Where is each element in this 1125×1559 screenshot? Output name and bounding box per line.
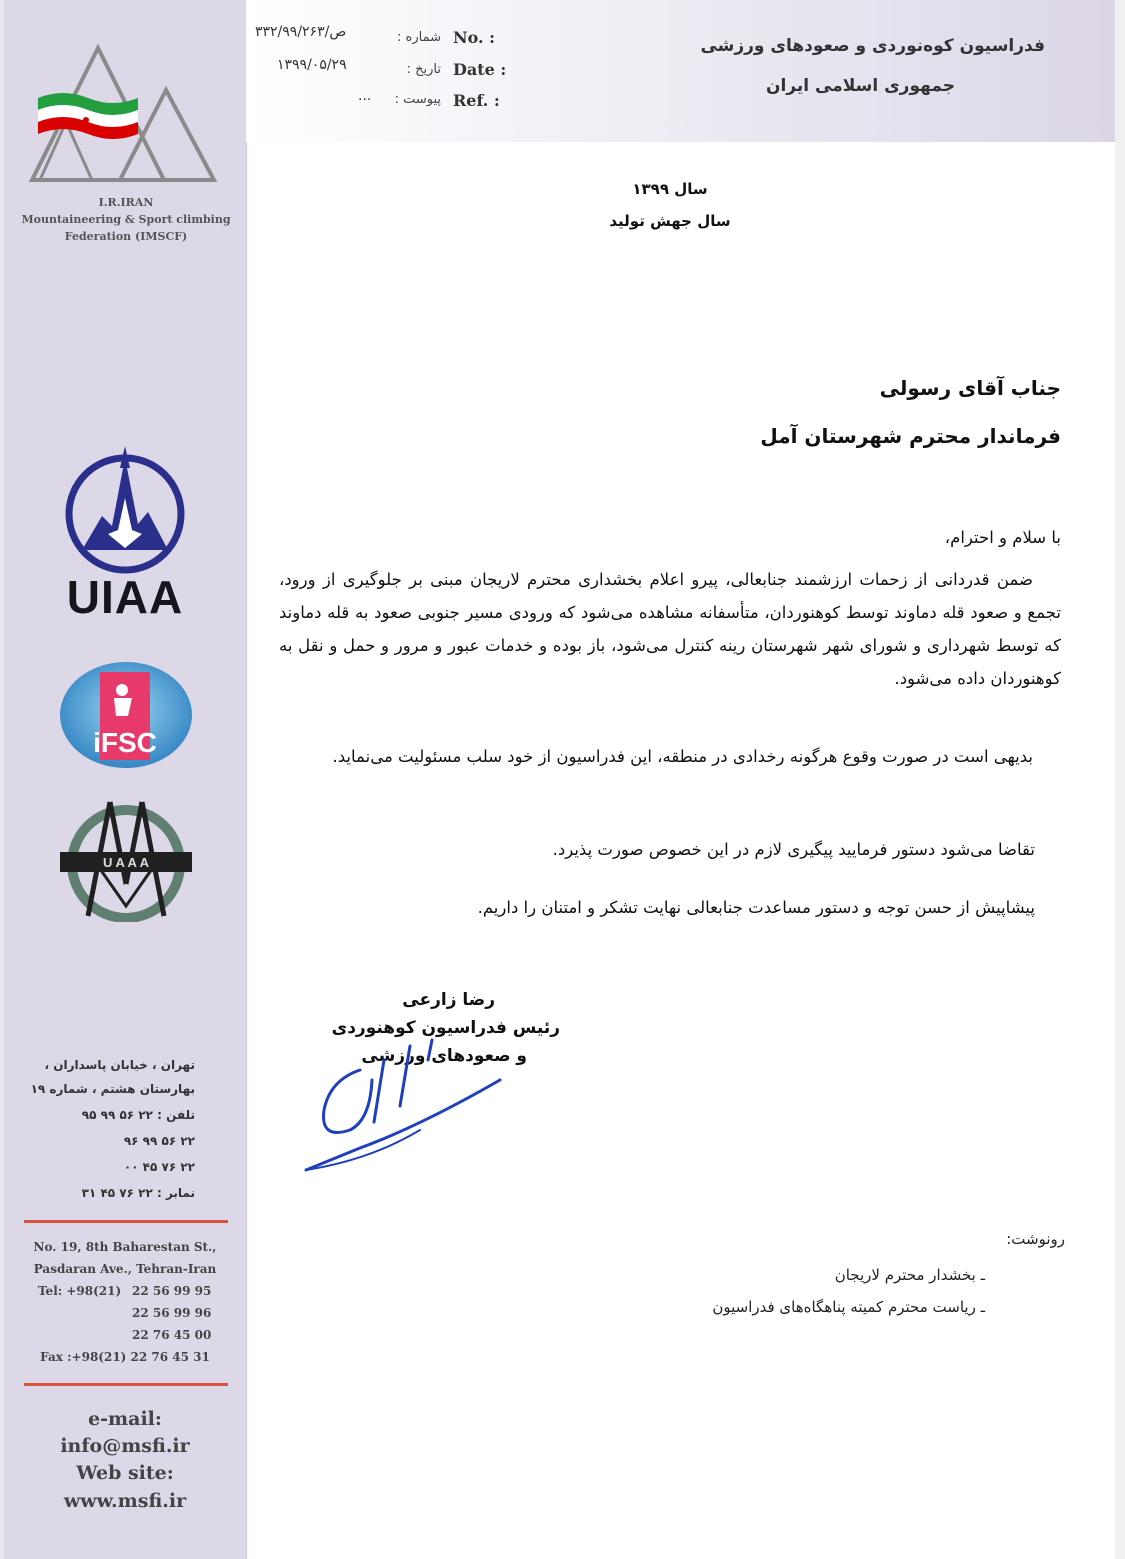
org-country: جمهوری اسلامی ایران — [765, 76, 955, 96]
uiaa-wordmark: UIAA — [66, 571, 184, 623]
paragraph-3: تقاضا می‌شود دستور فرمایید پیگیری لازم در این خصوص صورت پذیرد. — [552, 840, 1035, 859]
tel-fa — [0, 1108, 195, 1122]
fax-fa-label: نمابر : — [156, 1186, 195, 1200]
fax-fa — [0, 1186, 195, 1200]
ref-label: Ref. : — [453, 91, 500, 110]
address-en-line: Pasdaran Ave., Tehran-Iran — [33, 1262, 217, 1276]
greeting: با سلام و احترام، — [944, 528, 1061, 547]
federation-logo-icon — [28, 40, 220, 190]
header-band — [246, 0, 1115, 142]
tel-fa-number: ۲۲ ۵۶ ۹۹ ۹۶ — [123, 1134, 195, 1148]
email-link[interactable]: info@msfi.ir — [60, 1435, 190, 1457]
cc-item: ـ بخشدار محترم لاریجان — [834, 1266, 985, 1284]
federation-name-line: Federation (IMSCF) — [64, 230, 188, 243]
uaaa-logo-icon — [58, 796, 194, 922]
tel-en-number: 22 76 45 00 — [132, 1328, 212, 1342]
ref-fa-label: پیوست : — [394, 92, 441, 107]
tel-en-number: 22 56 99 95 — [132, 1284, 212, 1298]
date-fa-label: تاریخ : — [406, 62, 441, 77]
tel-fa-number: ۲۲ ۷۶ ۴۵ ۰۰ — [123, 1160, 195, 1174]
address-en-line: No. 19, 8th Baharestan St., — [33, 1240, 217, 1254]
federation-name-line: I.R.IRAN — [98, 196, 154, 209]
tel-en-label: Tel: +98(21) — [38, 1284, 122, 1298]
ifsc-wordmark: iFSC — [93, 727, 157, 758]
letter-date: ۱۳۹۹/۰۵/۲۹ — [277, 57, 347, 73]
signatory-title: رئیس فدراسیون کوهنوردی — [331, 1018, 560, 1038]
date-label: Date : — [453, 60, 507, 79]
page-edge — [1115, 0, 1125, 1559]
year-title: سال ۱۳۹۹ — [632, 180, 708, 198]
fax-en: Fax :+98(21) 22 76 45 31 — [40, 1350, 210, 1364]
attachment-value: ... — [358, 88, 372, 104]
sidebar-divider — [24, 1220, 228, 1223]
no-label: No. : — [453, 28, 496, 47]
fax-fa-number: ۲۲ ۷۶ ۴۵ ۳۱ — [81, 1186, 153, 1200]
addressee-title: فرماندار محترم شهرستان آمل — [760, 424, 1061, 448]
tel-fa-label: تلفن : — [157, 1108, 195, 1122]
website-link[interactable]: www.msfi.ir — [63, 1490, 187, 1512]
address-fa-line: تهران ، خیابان پاسداران ، — [44, 1058, 195, 1072]
cc-label: رونوشت: — [1006, 1230, 1065, 1248]
addressee-name: جناب آقای رسولی — [879, 376, 1061, 400]
letter-number: ۳۳۲/ص/۹۹/۲۶۳ — [255, 24, 347, 40]
tel-en-number: 22 56 99 96 — [132, 1306, 212, 1320]
cc-item: ـ ریاست محترم کمیته پناهگاه‌های فدراسیون — [712, 1298, 985, 1316]
address-fa-line: بهارستان هشتم ، شماره ۱۹ — [30, 1082, 195, 1096]
tel-fa-number: ۲۲ ۵۶ ۹۹ ۹۵ — [81, 1108, 153, 1122]
signatory-name: رضا زارعی — [402, 990, 495, 1010]
uaaa-wordmark: U A A A — [103, 855, 149, 870]
handwritten-signature — [300, 1030, 520, 1180]
signatory-title: و صعودهای ورزشی — [361, 1046, 527, 1066]
sidebar-edge — [0, 0, 4, 1559]
paragraph-4: پیشاپیش از حسن توجه و دستور مساعدت جنابعالی نهایت تشکر و امتنان را داریم. — [477, 898, 1035, 917]
org-name: فدراسیون کوه‌نوردی و صعودهای ورزشی — [700, 36, 1045, 56]
email-label: e-mail: — [88, 1408, 162, 1430]
no-fa-label: شماره : — [397, 30, 441, 45]
federation-name-en — [10, 194, 242, 245]
paragraph-1: ضمن قدردانی از زحمات ارزشمند جنابعالی، پیرو اعلام بخشداری محترم لاریجان مبنی بر جلوگیری از ورود، تجمع و صعود قله دماوند توسط کوهنوردان، متأسفانه مشاهده می‌شود که ورودی مسیر جنوبی صعود به قله دماوند که توسط شهرداری و شورای شهر شهرستان رینه کنترل می‌شود، باز بوده و خدمات عبور و مرور و حمل و نقل به کوهنوردان داده می‌شود. — [279, 570, 1061, 688]
year-slogan: سال جهش تولید — [609, 212, 731, 230]
sidebar-divider — [24, 1383, 228, 1386]
website-label: Web site: — [76, 1462, 174, 1484]
federation-name-line: Mountaineering & Sport climbing — [21, 213, 231, 226]
uiaa-logo-icon — [62, 438, 188, 574]
paragraph-2: بدیهی است در صورت وقوع هرگونه رخدادی در منطقه، این فدراسیون از خود سلب مسئولیت می‌نماید. — [332, 747, 1033, 766]
ifsc-logo-icon — [58, 660, 194, 770]
